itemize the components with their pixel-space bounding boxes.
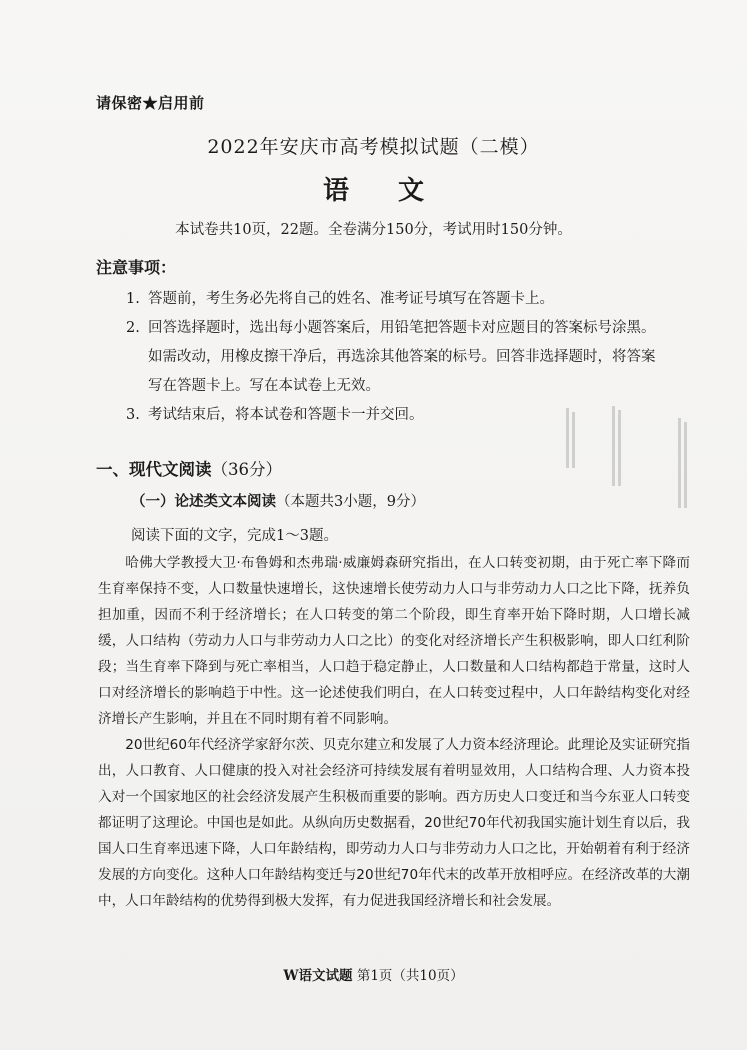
footer-page-number: 第1页（共10页） xyxy=(352,968,464,984)
passage-paragraph: 哈佛大学教授大卫·布鲁姆和杰弗瑞·威廉姆森研究指出，在人口转变初期，由于死亡率下降而生育率保持不变，人口数量快速增长，这快速增长使劳动力人口与非劳动力人口之比下降，抚养负担加重，因而不利于经济增长；在人口转变的第二个阶段，即生育率开始下降时期，人口增长减缓，人口结构（劳动力人口与非劳动力人口之比）的变化对经济增长产生积极影响，即人口红利阶段；当生育率下降到与死亡率相当，人口趋于稳定静止，人口数量和人口结构都趋于常量，这时人口对经济增长的影响趋于中性。这一论述使我们明白，在人口转变过程中，人口年龄结构变化对经济增长产生影响，并且在不同时期有着不同影响。 xyxy=(98,555,690,727)
section-title-text: 一、现代文阅读 xyxy=(96,460,212,479)
notice-item xyxy=(126,314,706,401)
notice-title: 注意事项： xyxy=(96,258,177,277)
footer-subject: W语文试题 xyxy=(283,968,353,984)
reading-instruction: 阅读下面的文字，完成1～3题。 xyxy=(131,528,338,544)
exam-title: 2022年安庆市高考模拟试题（二模） xyxy=(207,136,540,158)
passage-paragraph: 20世纪60年代经济学家舒尔茨、贝克尔建立和发展了人力资本经济理论。此理论及实证研究指出，人口教育、人口健康的投入对社会经济可持续发展有着明显效用，人口结构合理、人力资本投入对一个国家地区的社会经济发展产生积极而重要的影响。西方历史人口变迁和当今东亚人口转变都证明了这理论。中国也是如此。从纵向历史数据看，20世纪70年代初我国实施计划生育以后，我国人口生育率迅速下降，人口年龄结构，即劳动力人口与非劳动力人口之比，开始朝着有利于经济发展的方向变化。这种人口年龄结构变迁与20世纪70年代末的改革开放相呼应。在经济改革的大潮中，人口年龄结构的优势得到极大发挥，有力促进我国经济增长和社会发展。 xyxy=(98,737,690,909)
sub-section-title xyxy=(131,490,425,511)
sub-section-title-text: （一）论述类文本阅读 xyxy=(131,493,276,510)
subject-title: 语 文 xyxy=(322,176,445,206)
notice-item xyxy=(126,285,706,314)
section-title xyxy=(96,456,282,480)
notice-text-continued: 如需改动，用橡皮擦干净后，再选涂其他答案的标号。回答非选择题时，将答案 xyxy=(148,349,656,365)
notice-text: 答题前，考生务必先将自己的姓名、准考证号填写在答题卡上。 xyxy=(148,291,554,307)
notice-number: 1. xyxy=(126,291,140,307)
exam-info: 本试卷共10页，22题。全卷满分150分，考试用时150分钟。 xyxy=(175,222,572,238)
notice-number: 3. xyxy=(126,407,140,423)
notice-text: 考试结束后，将本试卷和答题卡一并交回。 xyxy=(148,407,424,423)
sub-section-points: （本题共3小题，9分） xyxy=(276,494,425,510)
reading-passage xyxy=(98,550,690,914)
notice-text-continued: 写在答题卡上。写在本试卷上无效。 xyxy=(148,378,380,394)
confidential-label: 请保密★启用前 xyxy=(96,94,205,112)
notice-text: 回答选择题时，选出每小题答案后，用铅笔把答题卡对应题目的答案标号涂黑。 xyxy=(148,320,656,336)
section-points: （36分） xyxy=(211,460,282,479)
page-footer xyxy=(0,964,747,984)
notice-number: 2. xyxy=(126,320,140,336)
scan-margin-marks xyxy=(560,398,710,518)
